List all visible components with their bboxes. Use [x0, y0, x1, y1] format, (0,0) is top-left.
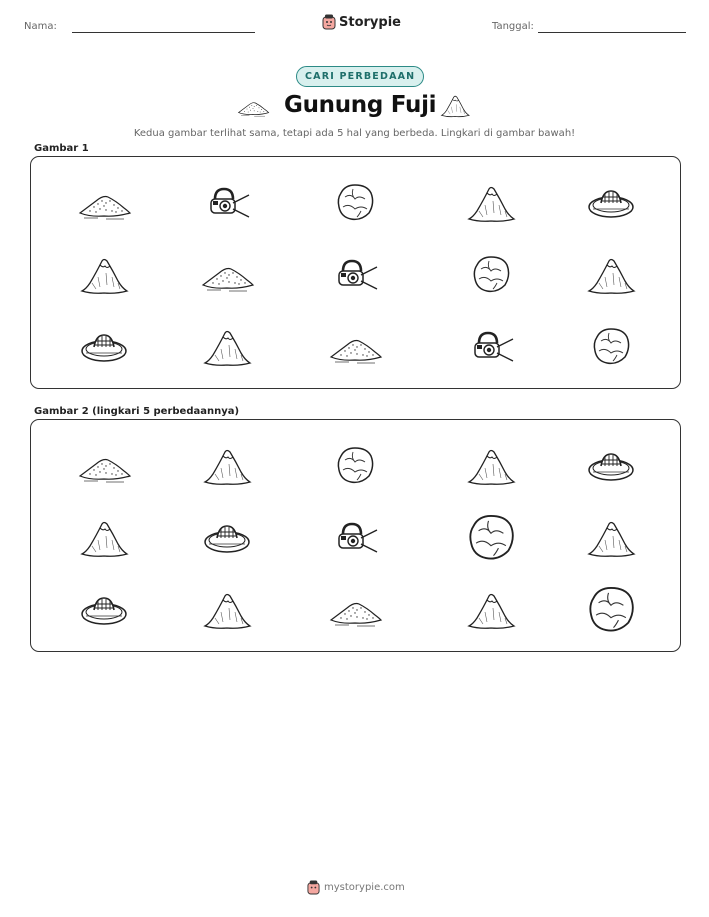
- sand-pile-icon: [236, 91, 270, 121]
- name-label: Nama:: [24, 21, 57, 32]
- rock-large-icon[interactable]: [576, 578, 646, 640]
- worksheet-badge: CARI PERBEDAAN: [296, 66, 424, 87]
- date-label: Tanggal:: [492, 21, 534, 32]
- camera-icon[interactable]: [327, 512, 383, 562]
- sand-pile-icon: [76, 177, 132, 227]
- storypie-mascot-icon: [307, 880, 320, 895]
- sandal-icon[interactable]: [76, 584, 132, 634]
- mountain-icon[interactable]: [463, 440, 519, 490]
- instruction-text: Kedua gambar terlihat sama, tetapi ada 5 hal yang berbeda. Lingkari di gambar bawah!: [133, 128, 576, 139]
- sand-pile-icon[interactable]: [327, 584, 383, 634]
- sand-pile-icon[interactable]: [76, 440, 132, 490]
- sand-pile-icon: [327, 321, 383, 371]
- mountain-icon[interactable]: [76, 512, 132, 562]
- sandal-icon: [76, 321, 132, 371]
- footer: [307, 880, 405, 895]
- mountain-icon: [583, 249, 639, 299]
- sandal-icon[interactable]: [199, 512, 255, 562]
- mountain-icon: [438, 89, 472, 121]
- name-field[interactable]: [72, 32, 255, 33]
- mountain-icon: [76, 249, 132, 299]
- camera-icon: [199, 177, 255, 227]
- picture-panel-1: [30, 156, 681, 389]
- camera-icon: [463, 321, 519, 371]
- mountain-icon[interactable]: [199, 584, 255, 634]
- panel1-label: Gambar 1: [34, 143, 89, 154]
- mountain-icon[interactable]: [463, 584, 519, 634]
- mountain-icon[interactable]: [583, 512, 639, 562]
- rock-icon: [463, 249, 519, 299]
- rock-large-icon[interactable]: [456, 506, 526, 568]
- footer-site: mystorypie.com: [324, 882, 405, 893]
- page-title: Gunung Fuji: [284, 92, 437, 118]
- mountain-icon[interactable]: [199, 440, 255, 490]
- sandal-icon: [583, 177, 639, 227]
- picture-panel-2[interactable]: [30, 419, 681, 652]
- rock-icon[interactable]: [327, 440, 383, 490]
- mountain-icon: [199, 321, 255, 371]
- rock-icon: [327, 177, 383, 227]
- mountain-icon: [463, 177, 519, 227]
- storypie-mascot-icon: [322, 14, 336, 30]
- rock-icon: [583, 321, 639, 371]
- sandal-icon[interactable]: [583, 440, 639, 490]
- panel2-label: Gambar 2 (lingkari 5 perbedaannya): [34, 406, 240, 417]
- camera-icon: [327, 249, 383, 299]
- sand-pile-icon: [199, 249, 255, 299]
- brand-logo: [322, 14, 401, 30]
- date-field[interactable]: [538, 32, 686, 33]
- brand-name: Storypie: [339, 14, 401, 30]
